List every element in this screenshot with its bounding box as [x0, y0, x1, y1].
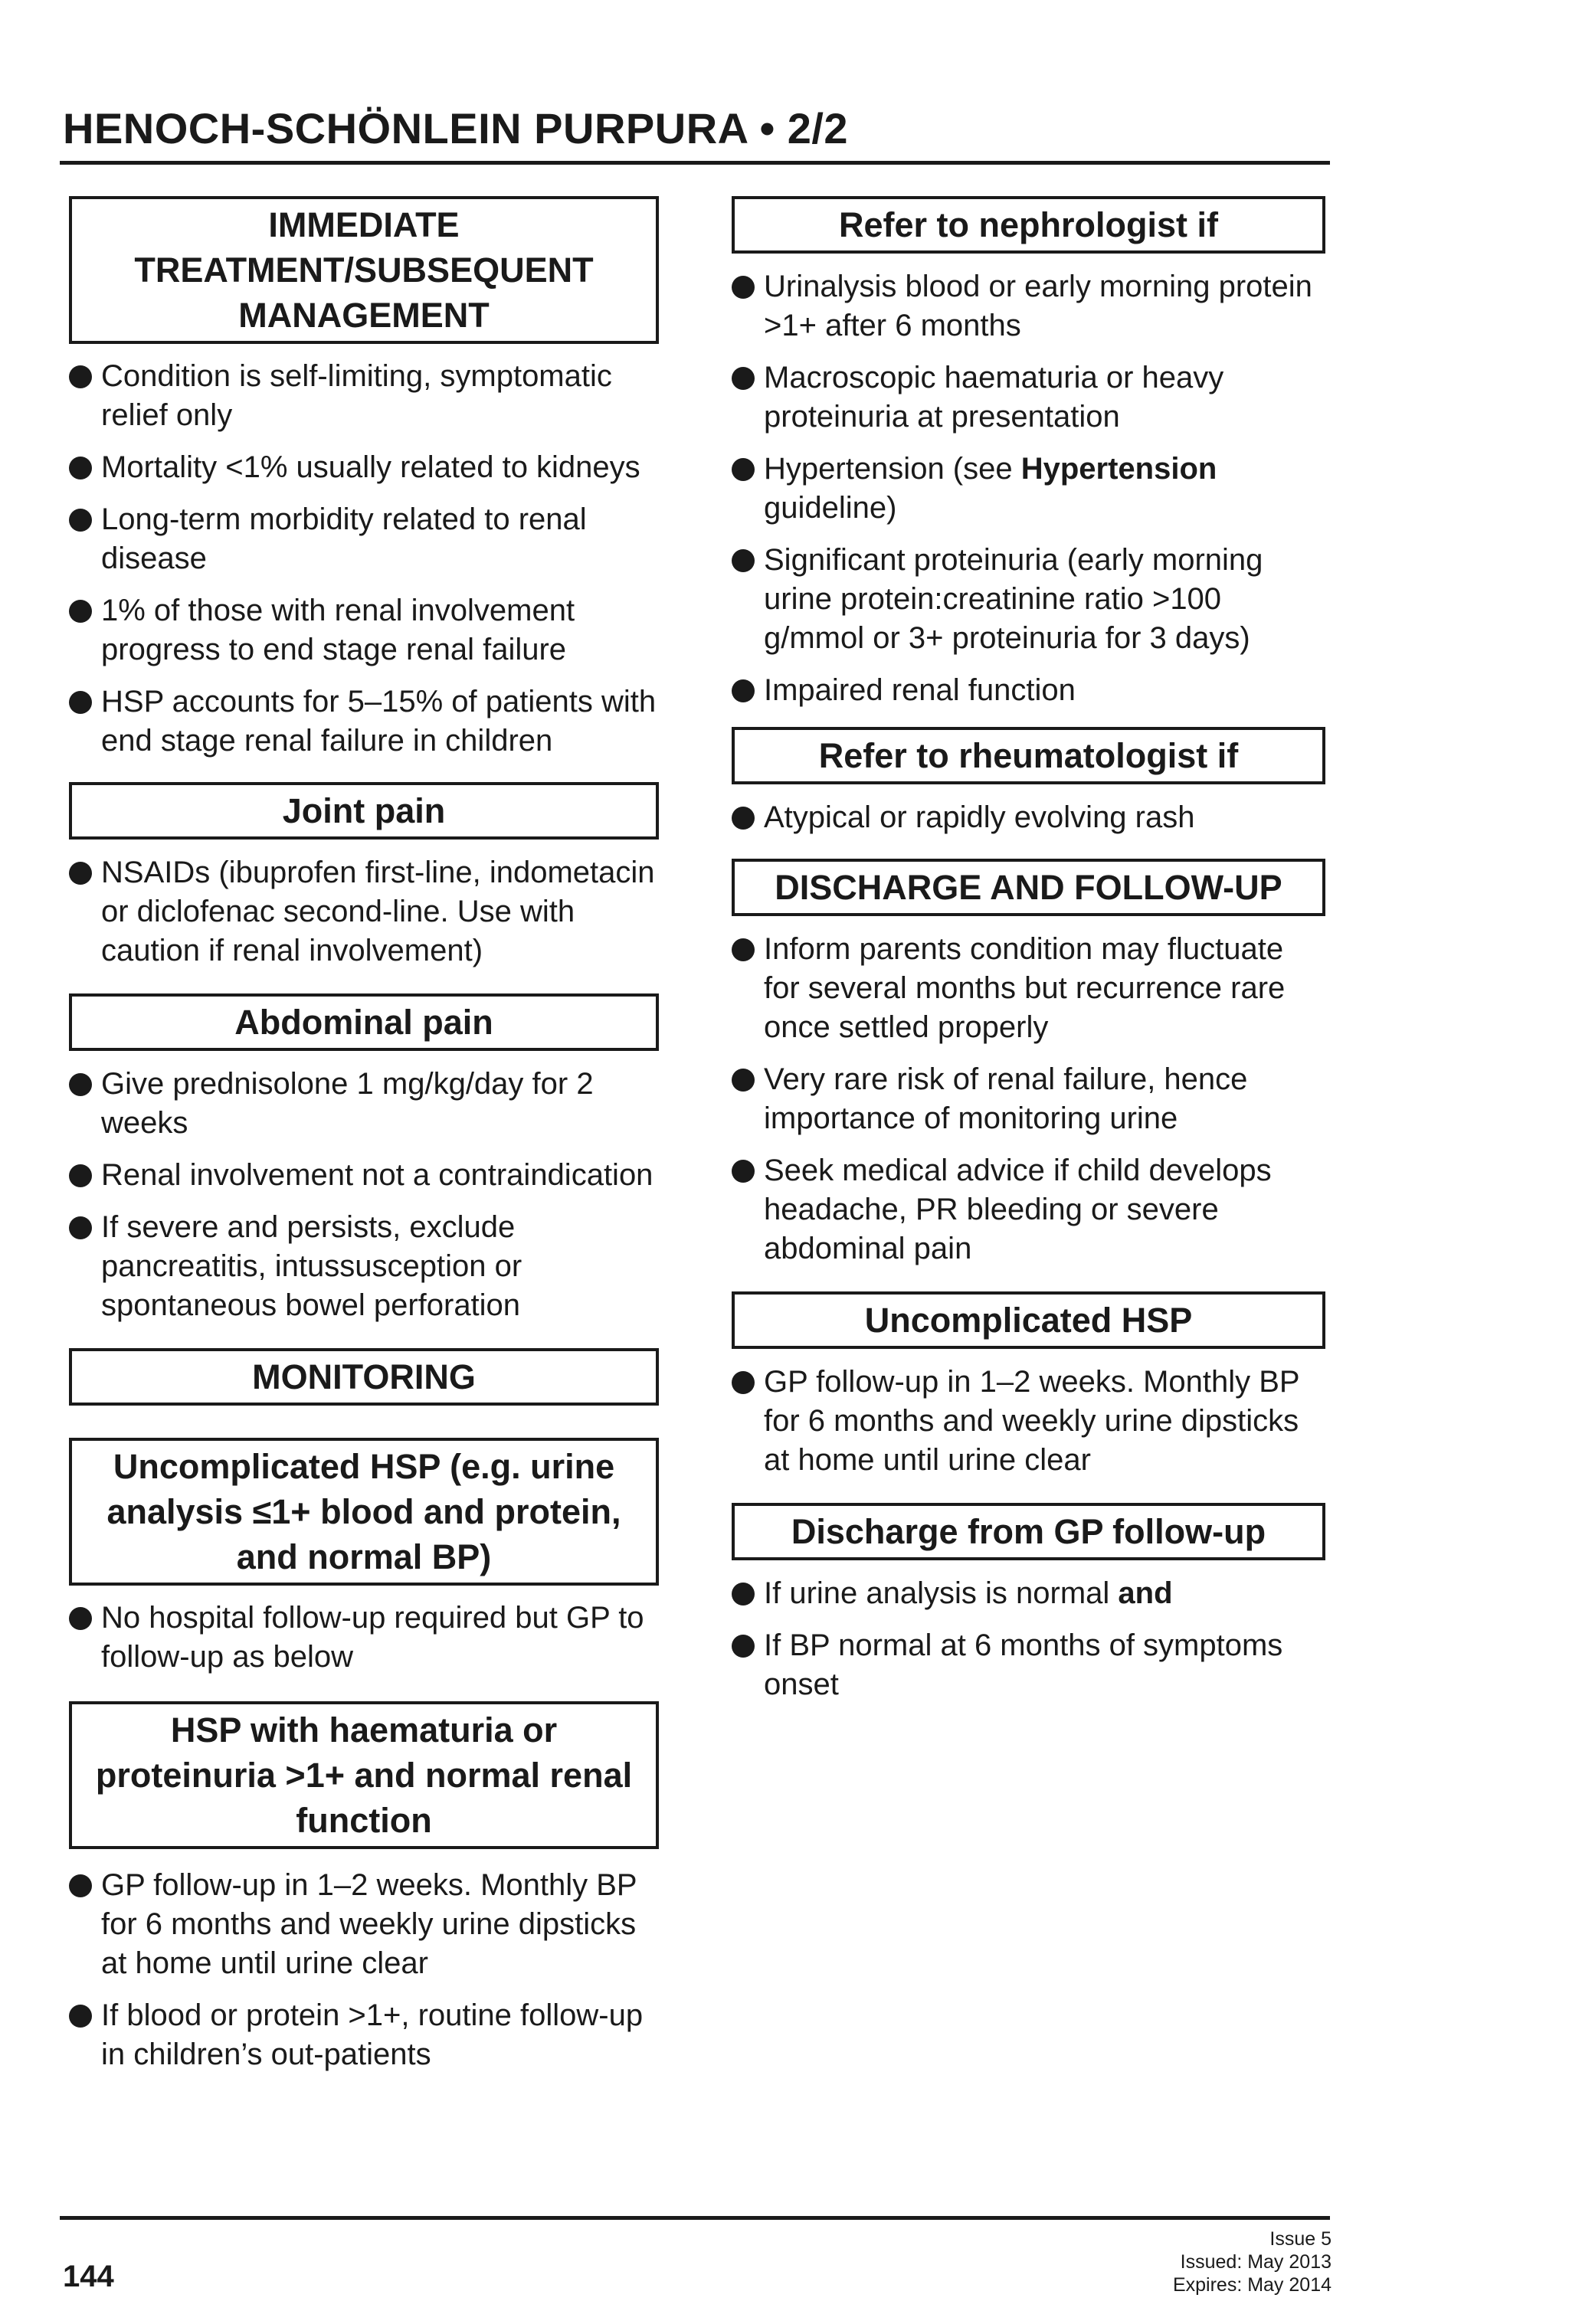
immediate-treatment-heading: IMMEDIATE TREATMENT/SUBSEQUENT MANAGEMENT: [69, 196, 659, 344]
bullet-icon: [69, 2005, 92, 2028]
nephrologist-list: [732, 267, 1325, 710]
gp-discharge-list: [732, 1574, 1325, 1704]
bullet-icon: [69, 509, 92, 532]
expiry-date: Expires: May 2014: [1172, 2274, 1332, 2296]
bullet-icon: [69, 1073, 92, 1096]
bullet-icon: [732, 549, 755, 572]
haematuria-heading: HSP with haematuria or proteinuria >1+ and normal renal function: [69, 1701, 659, 1849]
rheumatologist-heading: Refer to rheumatologist if: [732, 727, 1325, 784]
bullet-icon: [732, 458, 755, 481]
list-item: Atypical or rapidly evolving rash: [732, 798, 1325, 837]
bullet-icon: [732, 807, 755, 830]
page-title: HENOCH-SCHÖNLEIN PURPURA • 2/2: [63, 104, 849, 152]
bullet-icon: [732, 1069, 755, 1092]
bullet-icon: [732, 1160, 755, 1183]
bullet-icon: [69, 862, 92, 885]
list-item: Impaired renal function: [732, 671, 1325, 710]
bullet-icon: [69, 600, 92, 623]
bullet-icon: [732, 938, 755, 961]
list-item: Renal involvement not a contraindication: [69, 1156, 659, 1195]
discharge-list: [732, 930, 1325, 1268]
list-item: If BP normal at 6 months of symptoms onset: [732, 1626, 1325, 1704]
list-item: Mortality <1% usually related to kidneys: [69, 448, 659, 487]
abdominal-pain-heading: Abdominal pain: [69, 993, 659, 1051]
list-item: GP follow-up in 1–2 weeks. Monthly BP for 6 months and weekly urine dipsticks at home until urine clear: [732, 1363, 1325, 1480]
list-item: Urinalysis blood or early morning protein >1+ after 6 months: [732, 267, 1325, 345]
issue-info: [1173, 2227, 1332, 2296]
nephrologist-heading: Refer to nephrologist if: [732, 196, 1325, 254]
bullet-icon: [732, 1583, 755, 1606]
page-number: 144: [63, 2260, 114, 2293]
bullet-icon: [69, 365, 92, 388]
bullet-icon: [732, 1635, 755, 1658]
uncomplicated-hsp-heading: Uncomplicated HSP: [732, 1291, 1325, 1349]
bullet-icon: [732, 276, 755, 299]
list-item: Inform parents condition may fluctuate for several months but recurrence rare once settled properly: [732, 930, 1325, 1047]
bullet-icon: [69, 457, 92, 480]
uncomplicated-monitoring-list: [69, 1599, 659, 1677]
bullet-icon: [69, 691, 92, 714]
monitoring-heading: MONITORING: [69, 1348, 659, 1406]
joint-pain-list: [69, 853, 659, 971]
bullet-icon: [69, 1607, 92, 1630]
list-item: If blood or protein >1+, routine follow-up in children’s out-patients: [69, 1996, 659, 2074]
bullet-icon: [69, 1874, 92, 1897]
list-item: If urine analysis is normal and: [732, 1574, 1325, 1613]
list-item: Hypertension (see Hypertension guideline): [732, 450, 1325, 528]
bullet-icon: [732, 679, 755, 702]
joint-pain-heading: Joint pain: [69, 782, 659, 840]
uncomplicated-hsp-list: [732, 1363, 1325, 1480]
list-item: 1% of those with renal involvement progress to end stage renal failure: [69, 591, 659, 669]
list-item: Very rare risk of renal failure, hence importance of monitoring urine: [732, 1060, 1325, 1138]
issue-number: Issue 5: [1269, 2228, 1332, 2250]
list-item: GP follow-up in 1–2 weeks. Monthly BP for 6 months and weekly urine dipsticks at home until urine clear: [69, 1866, 659, 1983]
discharge-heading: DISCHARGE AND FOLLOW-UP: [732, 859, 1325, 916]
list-item: Significant proteinuria (early morning urine protein:creatinine ratio >100 g/mmol or 3+ proteinuria for 3 days): [732, 541, 1325, 658]
gp-discharge-heading: Discharge from GP follow-up: [732, 1503, 1325, 1560]
rheumatologist-list: [732, 798, 1325, 837]
list-item: If severe and persists, exclude pancreatitis, intussusception or spontaneous bowel perforation: [69, 1208, 659, 1325]
list-item: Give prednisolone 1 mg/kg/day for 2 weeks: [69, 1065, 659, 1143]
bullet-icon: [69, 1216, 92, 1239]
list-item: Macroscopic haematuria or heavy proteinuria at presentation: [732, 358, 1325, 437]
immediate-treatment-list: [69, 357, 659, 761]
left-column: [69, 196, 659, 2074]
list-item: HSP accounts for 5–15% of patients with end stage renal failure in children: [69, 682, 659, 761]
bullet-icon: [732, 367, 755, 390]
abdominal-pain-list: [69, 1065, 659, 1325]
footer-rule: [60, 2216, 1330, 2220]
uncomplicated-monitoring-heading: Uncomplicated HSP (e.g. urine analysis ≤1+ blood and protein, and normal BP): [69, 1438, 659, 1586]
list-item: NSAIDs (ibuprofen first-line, indometacin or diclofenac second-line. Use with caution if renal involvement): [69, 853, 659, 971]
list-item: Seek medical advice if child develops headache, PR bleeding or severe abdominal pain: [732, 1151, 1325, 1268]
bullet-icon: [69, 1164, 92, 1187]
list-item: Condition is self-limiting, symptomatic relief only: [69, 357, 659, 435]
right-column: [732, 196, 1325, 1704]
header-rule: [60, 161, 1330, 165]
issued-date: Issued: May 2013: [1180, 2251, 1332, 2273]
list-item: No hospital follow-up required but GP to follow-up as below: [69, 1599, 659, 1677]
bullet-icon: [732, 1371, 755, 1394]
haematuria-list: [69, 1866, 659, 2074]
list-item: Long-term morbidity related to renal disease: [69, 500, 659, 578]
